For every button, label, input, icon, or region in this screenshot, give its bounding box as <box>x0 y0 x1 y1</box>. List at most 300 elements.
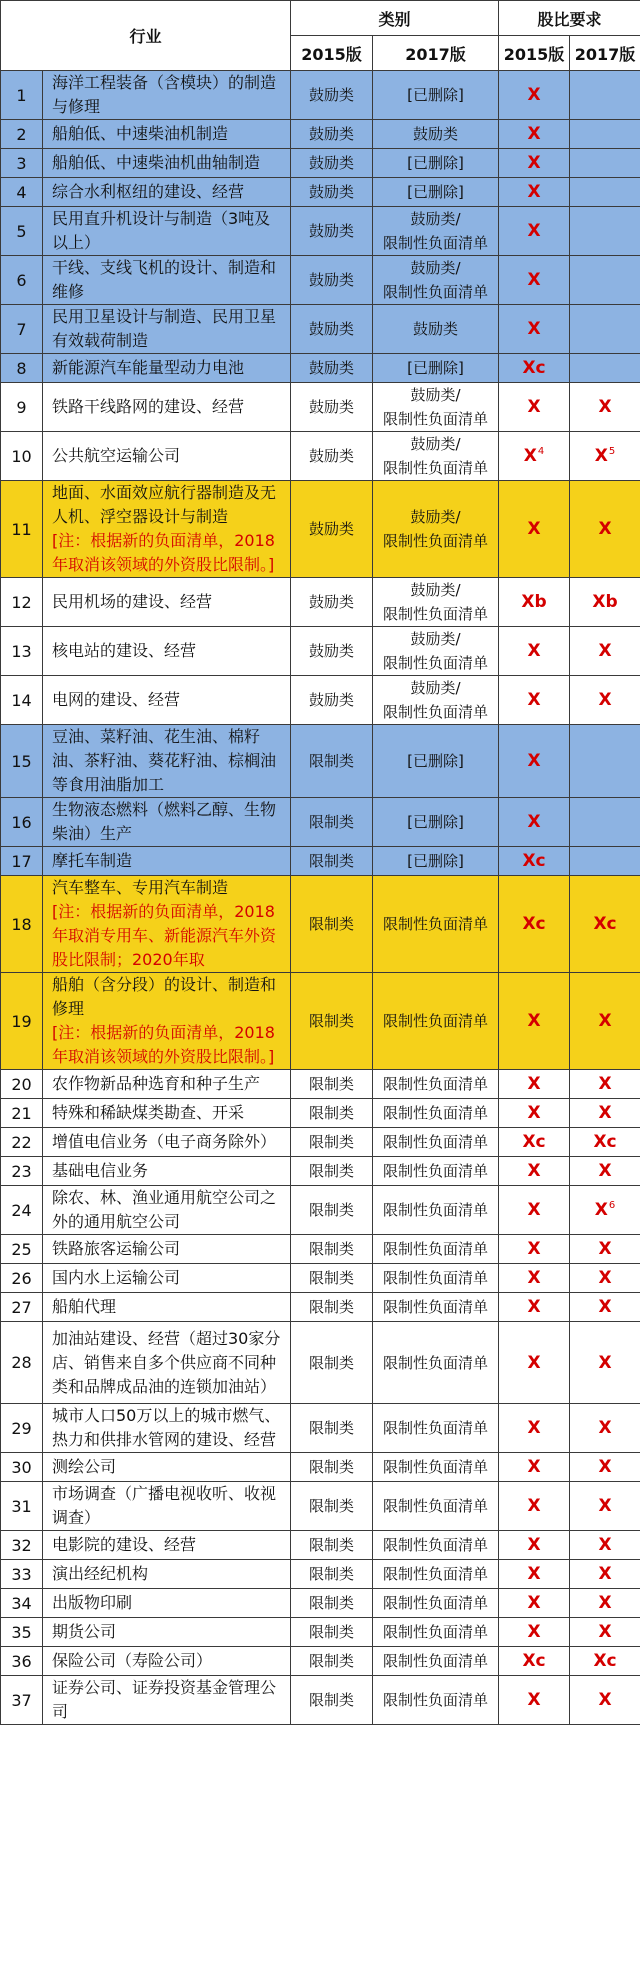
row-number: 3 <box>1 149 43 178</box>
equity-mark: X <box>523 446 537 466</box>
equity-mark: X <box>527 1690 541 1710</box>
category-2017: 限制性负面清单 <box>373 1157 499 1186</box>
row-number: 19 <box>1 973 43 1070</box>
equity-mark: Xc <box>593 1132 617 1152</box>
category-2017: 限制性负面清单 <box>373 1186 499 1235</box>
equity-2017 <box>570 432 640 481</box>
category-2017: 限制性负面清单 <box>373 876 499 973</box>
equity-2015 <box>499 1293 570 1322</box>
header-industry: 行业 <box>1 1 291 71</box>
row-number: 28 <box>1 1322 43 1404</box>
table-body <box>1 71 640 1725</box>
industry-cell <box>43 1647 291 1676</box>
equity-2015 <box>499 1099 570 1128</box>
equity-2017 <box>570 1235 640 1264</box>
industry-cell <box>43 627 291 676</box>
category-2015: 限制类 <box>291 1264 373 1293</box>
table-row <box>1 256 640 305</box>
row-number: 33 <box>1 1560 43 1589</box>
category-2015: 鼓励类 <box>291 578 373 627</box>
table-row <box>1 1157 640 1186</box>
industry-name: 核电站的建设、经营 <box>52 641 197 660</box>
equity-2017 <box>570 1404 640 1453</box>
industry-cell <box>43 1264 291 1293</box>
table-row <box>1 149 640 178</box>
category-2017: 鼓励类/ 限制性负面清单 <box>373 627 499 676</box>
category-2017: 限制性负面清单 <box>373 1099 499 1128</box>
equity-mark: X <box>598 519 612 539</box>
row-number: 20 <box>1 1070 43 1099</box>
equity-2017 <box>570 354 640 383</box>
industry-cell <box>43 178 291 207</box>
equity-2017 <box>570 1070 640 1099</box>
category-2017: 限制性负面清单 <box>373 1453 499 1482</box>
equity-2017 <box>570 1099 640 1128</box>
row-number: 21 <box>1 1099 43 1128</box>
equity-mark: X <box>527 319 541 339</box>
header-category: 类别 <box>291 1 499 36</box>
industry-cell <box>43 1453 291 1482</box>
equity-2017 <box>570 1322 640 1404</box>
category-2017: 限制性负面清单 <box>373 1589 499 1618</box>
category-2015: 限制类 <box>291 1482 373 1531</box>
category-2017: 限制性负面清单 <box>373 1264 499 1293</box>
equity-mark: Xc <box>522 851 546 871</box>
equity-2015 <box>499 973 570 1070</box>
equity-2017 <box>570 676 640 725</box>
industry-name: 测绘公司 <box>52 1457 117 1476</box>
equity-2017 <box>570 876 640 973</box>
equity-2015 <box>499 178 570 207</box>
table-row <box>1 876 640 973</box>
equity-2017 <box>570 1157 640 1186</box>
table-row <box>1 383 640 432</box>
equity-2015 <box>499 354 570 383</box>
equity-2015 <box>499 725 570 798</box>
industry-cell <box>43 1589 291 1618</box>
equity-2017 <box>570 627 640 676</box>
equity-2015 <box>499 432 570 481</box>
equity-2015 <box>499 876 570 973</box>
equity-mark: X <box>527 1564 541 1584</box>
equity-2017 <box>570 1589 640 1618</box>
equity-mark: X <box>594 446 608 466</box>
industry-name: 农作物新品种选育和种子生产 <box>52 1074 261 1093</box>
equity-mark: X <box>527 751 541 771</box>
industry-name: 民用直升机设计与制造（3吨及以上） <box>52 209 271 252</box>
row-number: 36 <box>1 1647 43 1676</box>
industry-cell <box>43 578 291 627</box>
category-2017: 鼓励类 <box>373 305 499 354</box>
category-2015: 限制类 <box>291 1647 373 1676</box>
industry-name: 船舶（含分段）的设计、制造和修理 <box>52 975 277 1018</box>
row-number: 15 <box>1 725 43 798</box>
equity-2017 <box>570 578 640 627</box>
equity-2015 <box>499 847 570 876</box>
industry-name: 豆油、菜籽油、花生油、棉籽油、茶籽油、葵花籽油、棕榈油等食用油脂加工 <box>52 727 277 794</box>
industry-cell <box>43 1070 291 1099</box>
category-2017: 鼓励类/ 限制性负面清单 <box>373 383 499 432</box>
equity-2015 <box>499 1453 570 1482</box>
equity-mark: X <box>598 1352 612 1373</box>
equity-mark: X <box>598 1690 612 1710</box>
category-2017: 限制性负面清单 <box>373 1531 499 1560</box>
category-2015: 限制类 <box>291 1186 373 1235</box>
table-row <box>1 578 640 627</box>
equity-mark: X <box>527 1161 541 1181</box>
equity-mark: Xb <box>592 592 618 612</box>
equity-mark: X <box>527 1622 541 1642</box>
category-2017: [已删除] <box>373 725 499 798</box>
industry-cell <box>43 1531 291 1560</box>
equity-2015 <box>499 1128 570 1157</box>
category-2015: 鼓励类 <box>291 71 373 120</box>
equity-mark: X <box>527 397 541 417</box>
equity-mark: X <box>527 1239 541 1259</box>
industry-cell <box>43 1618 291 1647</box>
row-number: 30 <box>1 1453 43 1482</box>
table-row <box>1 1070 640 1099</box>
category-2015: 鼓励类 <box>291 305 373 354</box>
equity-2015 <box>499 1235 570 1264</box>
equity-2017 <box>570 207 640 256</box>
row-number: 10 <box>1 432 43 481</box>
industry-cell <box>43 1482 291 1531</box>
category-2015: 限制类 <box>291 1157 373 1186</box>
equity-mark: X <box>598 1535 612 1555</box>
category-2017: [已删除] <box>373 149 499 178</box>
category-2017: [已删除] <box>373 798 499 847</box>
header-equity-2015: 2015版 <box>499 36 570 71</box>
equity-mark: X <box>527 1535 541 1555</box>
industry-name: 证券公司、证券投资基金管理公司 <box>52 1678 277 1721</box>
industry-name: 电网的建设、经营 <box>52 690 181 709</box>
industry-cell <box>43 305 291 354</box>
row-number: 23 <box>1 1157 43 1186</box>
category-2017: 鼓励类/ 限制性负面清单 <box>373 432 499 481</box>
equity-2017 <box>570 256 640 305</box>
equity-mark: X <box>527 1418 541 1438</box>
equity-mark: X <box>527 519 541 539</box>
equity-mark: X <box>527 1074 541 1094</box>
industry-name: 特殊和稀缺煤类勘查、开采 <box>52 1103 245 1122</box>
equity-mark: X <box>598 1297 612 1317</box>
table-row <box>1 1618 640 1647</box>
row-number: 12 <box>1 578 43 627</box>
category-2017: 限制性负面清单 <box>373 1293 499 1322</box>
category-2015: 鼓励类 <box>291 120 373 149</box>
industry-cell <box>43 1293 291 1322</box>
industry-name: 地面、水面效应航行器制造及无人机、浮空器设计与制造 <box>52 483 277 526</box>
category-2015: 限制类 <box>291 876 373 973</box>
equity-2015 <box>499 1157 570 1186</box>
industry-cell <box>43 120 291 149</box>
equity-mark: X <box>527 1352 541 1373</box>
industry-name: 市场调查（广播电视收听、收视调查） <box>52 1484 277 1527</box>
equity-mark: X <box>527 1457 541 1477</box>
industry-cell <box>43 256 291 305</box>
equity-2017 <box>570 1647 640 1676</box>
table-row <box>1 481 640 578</box>
table-row <box>1 973 640 1070</box>
header-category-2015: 2015版 <box>291 36 373 71</box>
equity-2015 <box>499 1589 570 1618</box>
industry-cell <box>43 481 291 578</box>
equity-2015 <box>499 1531 570 1560</box>
table-row <box>1 1560 640 1589</box>
industry-cell <box>43 725 291 798</box>
equity-2017 <box>570 120 640 149</box>
equity-mark: X <box>598 1593 612 1613</box>
equity-mark: X <box>598 1103 612 1123</box>
equity-2017 <box>570 725 640 798</box>
equity-2015 <box>499 1560 570 1589</box>
table-row <box>1 354 640 383</box>
footnote-ref: 6 <box>608 1200 616 1212</box>
equity-mark: X <box>527 1593 541 1613</box>
equity-2017 <box>570 305 640 354</box>
equity-2015 <box>499 71 570 120</box>
industry-cell <box>43 1186 291 1235</box>
industry-cell <box>43 1157 291 1186</box>
row-number: 18 <box>1 876 43 973</box>
equity-2017 <box>570 149 640 178</box>
table-row <box>1 1647 640 1676</box>
industry-cell <box>43 798 291 847</box>
equity-mark: X <box>527 153 541 173</box>
row-number: 11 <box>1 481 43 578</box>
equity-2017 <box>570 1128 640 1157</box>
equity-mark: Xb <box>521 592 547 612</box>
row-number: 14 <box>1 676 43 725</box>
industry-name: 演出经纪机构 <box>52 1564 149 1583</box>
category-2015: 限制类 <box>291 1589 373 1618</box>
table-row <box>1 798 640 847</box>
category-2015: 鼓励类 <box>291 383 373 432</box>
category-2017: 限制性负面清单 <box>373 1128 499 1157</box>
category-2015: 限制类 <box>291 1128 373 1157</box>
equity-mark: X <box>527 1297 541 1317</box>
category-2015: 限制类 <box>291 1676 373 1725</box>
industry-name: 加油站建设、经营（超过30家分店、销售来自多个供应商不同种类和品牌成品油的连锁加油站） <box>52 1328 281 1396</box>
equity-mark: X <box>598 1011 612 1031</box>
category-2017: 限制性负面清单 <box>373 1404 499 1453</box>
industry-cell <box>43 383 291 432</box>
industry-cell <box>43 432 291 481</box>
header-category-2017: 2017版 <box>373 36 499 71</box>
equity-2015 <box>499 256 570 305</box>
industry-cell <box>43 847 291 876</box>
category-2015: 鼓励类 <box>291 354 373 383</box>
table-row <box>1 847 640 876</box>
industry-note: [注：根据新的负面清单，2018年取消专用车、新能源汽车外资股比限制；2020年取 <box>52 902 277 969</box>
industry-name: 铁路旅客运输公司 <box>52 1239 181 1258</box>
row-number: 25 <box>1 1235 43 1264</box>
industry-name: 除农、林、渔业通用航空公司之外的通用航空公司 <box>52 1188 277 1231</box>
industry-name: 生物液态燃料（燃料乙醇、生物柴油）生产 <box>52 800 277 843</box>
industry-name: 民用卫星设计与制造、民用卫星有效载荷制造 <box>52 307 277 350</box>
equity-2015 <box>499 627 570 676</box>
industry-cell <box>43 1404 291 1453</box>
table-row <box>1 1099 640 1128</box>
table-row <box>1 1676 640 1725</box>
equity-mark: X <box>527 812 541 832</box>
table-row <box>1 1322 640 1404</box>
row-number: 2 <box>1 120 43 149</box>
equity-2017 <box>570 1618 640 1647</box>
equity-mark: X <box>527 1496 541 1516</box>
equity-2015 <box>499 481 570 578</box>
category-2015: 鼓励类 <box>291 676 373 725</box>
equity-mark: Xc <box>522 914 546 934</box>
table-row <box>1 725 640 798</box>
industry-name: 公共航空运输公司 <box>52 446 181 465</box>
equity-2015 <box>499 1647 570 1676</box>
equity-mark: X <box>527 182 541 202</box>
category-2015: 鼓励类 <box>291 432 373 481</box>
equity-mark: X <box>527 1200 541 1220</box>
equity-mark: X <box>598 1622 612 1642</box>
table-row <box>1 676 640 725</box>
table-row <box>1 1482 640 1531</box>
row-number: 8 <box>1 354 43 383</box>
category-2015: 限制类 <box>291 1531 373 1560</box>
industry-name: 增值电信业务（电子商务除外） <box>52 1132 277 1151</box>
equity-mark: X <box>527 641 541 661</box>
category-2017: 鼓励类/ 限制性负面清单 <box>373 676 499 725</box>
category-2017: 限制性负面清单 <box>373 1618 499 1647</box>
equity-mark: X <box>598 1457 612 1477</box>
equity-mark: X <box>598 1239 612 1259</box>
category-2017: 鼓励类/ 限制性负面清单 <box>373 578 499 627</box>
table-row <box>1 207 640 256</box>
industry-cell <box>43 1676 291 1725</box>
industry-cell <box>43 71 291 120</box>
equity-mark: X <box>527 1011 541 1031</box>
equity-2015 <box>499 798 570 847</box>
category-2015: 鼓励类 <box>291 481 373 578</box>
equity-mark: X <box>594 1200 608 1220</box>
category-2017: 鼓励类/ 限制性负面清单 <box>373 481 499 578</box>
equity-2017 <box>570 1453 640 1482</box>
industry-name: 城市人口50万以上的城市燃气、热力和供排水管网的建设、经营 <box>52 1406 281 1449</box>
equity-2015 <box>499 1186 570 1235</box>
row-number: 32 <box>1 1531 43 1560</box>
industry-name: 船舶低、中速柴油机制造 <box>52 124 229 143</box>
equity-2017 <box>570 798 640 847</box>
equity-2017 <box>570 973 640 1070</box>
category-2015: 限制类 <box>291 847 373 876</box>
category-2015: 限制类 <box>291 1293 373 1322</box>
equity-mark: Xc <box>522 358 546 378</box>
category-2015: 鼓励类 <box>291 207 373 256</box>
equity-2017 <box>570 1482 640 1531</box>
equity-mark: X <box>598 1268 612 1288</box>
category-2015: 鼓励类 <box>291 178 373 207</box>
row-number: 16 <box>1 798 43 847</box>
equity-mark: Xc <box>593 914 617 934</box>
category-2017: 限制性负面清单 <box>373 1560 499 1589</box>
row-number: 5 <box>1 207 43 256</box>
category-2015: 限制类 <box>291 1322 373 1404</box>
category-2015: 鼓励类 <box>291 256 373 305</box>
equity-mark: X <box>527 1268 541 1288</box>
industry-name: 保险公司（寿险公司） <box>52 1651 213 1670</box>
category-2015: 限制类 <box>291 1099 373 1128</box>
table-row <box>1 120 640 149</box>
table-row <box>1 1589 640 1618</box>
table-row <box>1 1264 640 1293</box>
industry-name: 综合水利枢纽的建设、经营 <box>52 182 245 201</box>
industry-cell <box>43 973 291 1070</box>
equity-mark: Xc <box>522 1651 546 1671</box>
table-row <box>1 178 640 207</box>
row-number: 27 <box>1 1293 43 1322</box>
row-number: 35 <box>1 1618 43 1647</box>
industry-name: 摩托车制造 <box>52 851 133 870</box>
equity-2017 <box>570 1531 640 1560</box>
category-2017: 限制性负面清单 <box>373 973 499 1070</box>
category-2017: [已删除] <box>373 178 499 207</box>
row-number: 6 <box>1 256 43 305</box>
industry-cell <box>43 1235 291 1264</box>
equity-mark: X <box>598 1496 612 1516</box>
equity-mark: X <box>527 270 541 290</box>
category-2015: 限制类 <box>291 798 373 847</box>
equity-mark: X <box>527 221 541 241</box>
equity-2015 <box>499 1676 570 1725</box>
industry-name: 汽车整车、专用汽车制造 <box>52 878 229 897</box>
equity-2015 <box>499 383 570 432</box>
row-number: 29 <box>1 1404 43 1453</box>
industry-cell <box>43 207 291 256</box>
equity-2015 <box>499 305 570 354</box>
table-row <box>1 1128 640 1157</box>
table-row <box>1 71 640 120</box>
industry-name: 干线、支线飞机的设计、制造和维修 <box>52 258 277 301</box>
header-equity-2017: 2017版 <box>570 36 640 71</box>
industry-cell <box>43 676 291 725</box>
equity-mark: Xc <box>593 1651 617 1671</box>
industry-cell <box>43 354 291 383</box>
equity-mark: X <box>527 690 541 710</box>
equity-mark: Xc <box>522 1132 546 1152</box>
category-2017: 限制性负面清单 <box>373 1070 499 1099</box>
equity-mark: X <box>598 397 612 417</box>
industry-name: 期货公司 <box>52 1622 117 1641</box>
industry-cell <box>43 1560 291 1589</box>
equity-2017 <box>570 1293 640 1322</box>
category-2015: 限制类 <box>291 1070 373 1099</box>
table-row <box>1 1293 640 1322</box>
table-row <box>1 1186 640 1235</box>
category-2017: [已删除] <box>373 847 499 876</box>
category-2015: 限制类 <box>291 1235 373 1264</box>
category-2017: 限制性负面清单 <box>373 1676 499 1725</box>
table-row <box>1 1404 640 1453</box>
category-2017: 鼓励类/ 限制性负面清单 <box>373 256 499 305</box>
industry-name: 铁路干线路网的建设、经营 <box>52 397 245 416</box>
header-equity-requirement: 股比要求 <box>499 1 640 36</box>
equity-2015 <box>499 149 570 178</box>
category-2015: 限制类 <box>291 1453 373 1482</box>
row-number: 4 <box>1 178 43 207</box>
table-row <box>1 1453 640 1482</box>
footnote-ref: 5 <box>608 446 616 458</box>
industry-name: 民用机场的建设、经营 <box>52 592 213 611</box>
row-number: 7 <box>1 305 43 354</box>
row-number: 13 <box>1 627 43 676</box>
